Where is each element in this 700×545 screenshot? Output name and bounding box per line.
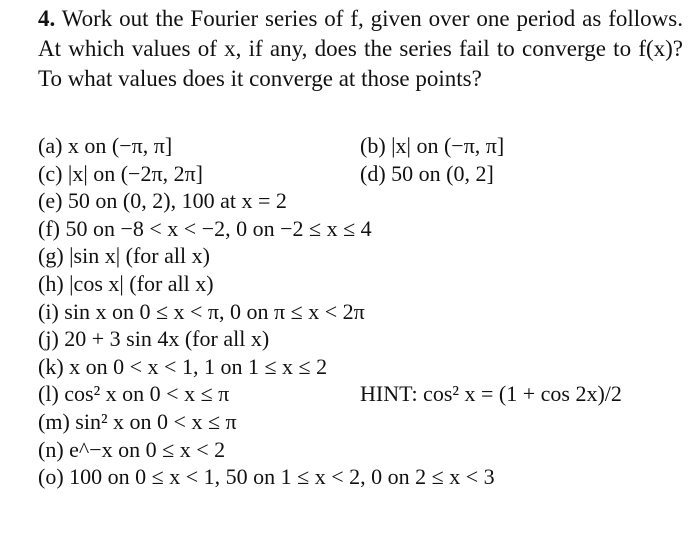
exercise-row (38, 353, 698, 381)
exercise-list (38, 132, 698, 491)
exercise-b: (b) |x| on (−π, π] (360, 133, 505, 158)
exercise-row (38, 298, 698, 326)
exercise-h: (h) |cos x| (for all x) (38, 270, 214, 296)
exercise-i: (i) sin x on 0 ≤ x < π, 0 on π ≤ x < 2π (38, 298, 365, 324)
exercise-row (38, 380, 698, 408)
exercise-j: (j) 20 + 3 sin 4x (for all x) (38, 326, 270, 352)
exercise-e: (e) 50 on (0, 2), 100 at x = 2 (38, 188, 287, 214)
exercise-k: (k) x on 0 < x < 1, 1 on 1 ≤ x ≤ 2 (38, 353, 328, 379)
exercise-a: (a) x on (−π, π] (38, 133, 173, 158)
problem-statement (38, 4, 683, 94)
exercise-d: (d) 50 on (0, 2] (360, 160, 494, 186)
exercise-row (38, 325, 698, 353)
exercise-m: (m) sin² x on 0 < x ≤ π (38, 408, 237, 434)
exercise-row (38, 463, 698, 491)
exercise-c: (c) |x| on (−2π, 2π] (38, 160, 203, 186)
exercise-row (38, 436, 698, 464)
exercise-row (38, 132, 698, 160)
exercise-row (38, 270, 698, 298)
exercise-l: (l) cos² x on 0 < x ≤ π (38, 381, 230, 407)
exercise-o: (o) 100 on 0 ≤ x < 1, 50 on 1 ≤ x < 2, 0 on 2 ≤ x < 3 (38, 464, 495, 490)
exercise-row (38, 187, 698, 215)
problem-text: Work out the Fourier series of f, given over one period as follows. At which values of x, if any, does the series fail to converge to f(x)? To what values does it converge at those points? (38, 6, 683, 91)
problem-number: 4. (38, 6, 56, 31)
exercise-row (38, 242, 698, 270)
exercise-g: (g) |sin x| (for all x) (38, 243, 210, 269)
exercise-f: (f) 50 on −8 < x < −2, 0 on −2 ≤ x ≤ 4 (38, 215, 372, 241)
exercise-row (38, 215, 698, 243)
exercise-n: (n) e^−x on 0 ≤ x < 2 (38, 436, 226, 462)
exercise-row (38, 408, 698, 436)
exercise-l-hint: HINT: cos² x = (1 + cos 2x)/2 (360, 381, 622, 407)
exercise-row (38, 160, 698, 188)
